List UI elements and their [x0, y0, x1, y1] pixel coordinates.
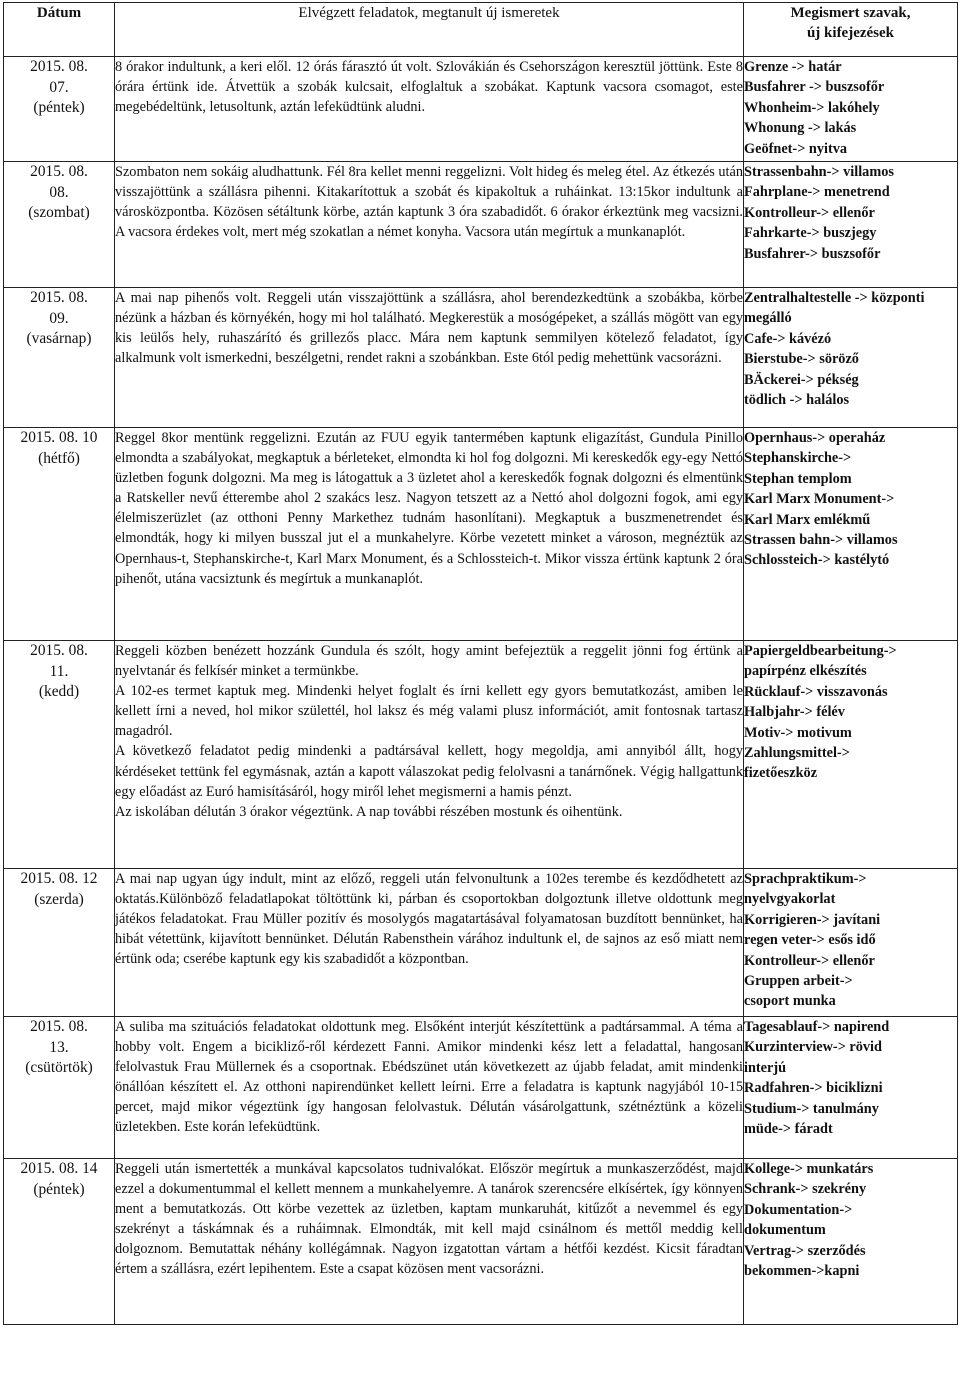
day-row: [4, 57, 958, 162]
day-row: [4, 1159, 958, 1325]
vocab-item: Papiergeldbearbeitung->: [744, 643, 897, 659]
vocab-item: Opernhaus-> operaház: [744, 430, 886, 446]
vocab-item: nyelvgyakorlat: [744, 891, 836, 908]
vocab-item: Zentralhaltestelle -> központi megálló: [744, 290, 925, 327]
vocab-item: Vertrag-> szerződés: [744, 1242, 866, 1259]
date-line: 08.: [49, 183, 69, 201]
vocab-item: Schrank-> szekrény: [744, 1181, 867, 1198]
task-paragraph: Szombaton nem sokáig aludhattunk. Fél 8ra kellet menni reggelizni. Volt hideg és meleg étel. Az étkezés után visszajöttünk a szállásra pihenni. Kitakarítottuk a szobát és kipakoltuk a ruháinkat. 13:15kor indultunk a városközpontba. Közösen sétáltunk körbe, aztán kaptunk 3 óra szabadidőt. 6 órakor érkeztünk meg vacsizni. A vacsora érdekes volt, mert még szokatlan a német konyha. Vacsora után megírtuk a munkanaplót.: [115, 164, 743, 241]
day-row: [4, 1017, 958, 1159]
vocab-item: regen veter-> esős idő: [744, 932, 876, 949]
date-line: (hétfő): [38, 449, 80, 467]
day-date: [4, 869, 115, 1017]
day-row: [4, 428, 958, 641]
header-row: [4, 3, 958, 57]
day-tasks: [115, 57, 744, 162]
date-line: 2015. 08. 14: [20, 1160, 98, 1177]
vocab-item: Schlossteich-> kastélytó: [744, 552, 890, 569]
vocab-item: Fahrkarte-> buszjegy: [744, 225, 877, 242]
task-paragraph: A következő feladatot pedig mindenki a padtársával kellett, hogy megoldja, ami annyiból állt, hogy kérdéseket tettünk fel egymásnak, aztán a kapott válaszokat pedig felolvasni a tanárnőnek. Végig hallgattunk egy előadást az Euró hamisításáról, hogy miről lehet megismerni a hamis pénzt.: [115, 743, 743, 800]
vocab-item: dokumentum: [744, 1222, 826, 1239]
date-line: (vasárnap): [26, 330, 92, 347]
day-tasks: [115, 1159, 744, 1325]
day-row: [4, 162, 958, 288]
task-paragraph: 8 órakor indultunk, a keri elől. 12 órás fárasztó út volt. Szlovákián és Csehországon keresztül jöttünk. Este 8 órára értünk ide. Átvettük a szobák kulcsait, elfoglaltuk a szobákat. Kaptunk vacsora csomagot, este megebédeltünk, letusoltunk, aztán lefeküdtünk aludni.: [115, 59, 743, 116]
date-line: 2015. 08.: [30, 289, 88, 306]
vocab-item: Zahlungsmittel->: [744, 745, 850, 762]
day-date: [4, 57, 115, 162]
vocab-item: Studium-> tanulmány: [744, 1100, 879, 1117]
vocab-item: Kontrolleur-> ellenőr: [744, 952, 875, 969]
day-row: [4, 869, 958, 1017]
vocab-item: interjú: [744, 1059, 787, 1076]
header-tasks: Elvégzett feladatok, megtanult új ismeretek: [115, 3, 744, 57]
vocab-item: Busfahrer-> buszsofőr: [744, 245, 881, 262]
date-line: (kedd): [38, 683, 80, 700]
date-line: 2015. 08. 10: [20, 429, 98, 446]
vocab-item: Whonheim-> lakóhely: [744, 99, 880, 116]
day-vocab: [744, 869, 958, 1017]
date-line: 2015. 08.: [30, 163, 88, 180]
header-vocab: [744, 3, 958, 57]
day-date: [4, 1017, 115, 1159]
vocab-item: Whonung -> lakás: [744, 120, 857, 137]
header-vocab-line2: új kifejezések: [806, 25, 895, 41]
vocab-item: csoport munka: [744, 993, 836, 1010]
task-paragraph: A 102-es termet kaptuk meg. Mindenki helyet foglalt és írni kellett egy gyors bemutatkozást, amiben le kellett írni a neved, hol mikor születtél, hol laksz és még valami plusz információt, amit fontosnak tartasz magadról.: [115, 683, 743, 740]
work-diary-table: [3, 2, 958, 1325]
day-row: [4, 288, 958, 428]
vocab-item: Halbjahr-> félév: [744, 704, 845, 721]
vocab-item: Tagesablauf-> napirend: [744, 1019, 890, 1035]
date-line: (szombat): [28, 204, 90, 221]
vocab-item: Dokumentation->: [744, 1201, 853, 1218]
day-vocab: [744, 288, 958, 428]
date-line: 09.: [49, 309, 69, 327]
day-date: [4, 641, 115, 869]
task-paragraph: A mai nap ugyan úgy indult, mint az előző, reggeli után felvonultunk a 102es terembe és kezdődhetett az oktatás.Különböző feladatlapokat töltöttünk ki, párban és csoportokban dolgoztunk illetve oldottunk meg játékos feladatokat. Frau Müller pozitív és mosolygós magatartásával folyamatosan buzdított bennünket, ha hibát vétettünk, kijavított bennünket. Délután Rabensthein várához indultunk el, de sajnos az eső miatt nem értünk oda; cserébe kaptunk egy kis szabadidőt a központban.: [115, 871, 743, 968]
date-line: 11.: [49, 662, 69, 680]
day-tasks: [115, 641, 744, 869]
vocab-item: bekommen->kapni: [744, 1263, 860, 1280]
vocab-item: Cafe-> kávézó: [744, 330, 832, 347]
day-vocab: [744, 1159, 958, 1325]
vocab-item: papírpénz elkészítés: [744, 663, 867, 680]
date-line: (szerda): [34, 890, 84, 908]
date-line: 2015. 08.: [30, 1018, 88, 1035]
vocab-item: Fahrplane-> menetrend: [744, 184, 890, 201]
day-date: [4, 288, 115, 428]
task-paragraph: A suliba ma szituációs feladatokat oldottunk meg. Elsőként interjút készítettünk a padtársammal. A téma a hobby volt. Engem a bicikliző-ről kérdezett Fanni. Amikor mindenki kész lett a feladattal, hangosan felolvastuk Frau Müllernek és a csoportnak. Ebédszünet után következett az újabb feladat, amit mindenki önállóan készített el. Az otthoni napirendünket kellett leírni. Erre a feladatra is kaptunk nagyjából 10-15 percet, majd mikor végeztünk így hangosan felolvastuk. Délután vásárolgattunk, szétnéztünk a közeli üzletekben. Este korán lefeküdtünk.: [115, 1019, 743, 1136]
date-line: (péntek): [33, 99, 85, 116]
vocab-item: Kurzinterview-> rövid: [744, 1039, 882, 1056]
vocab-item: BÄckerei-> pékség: [744, 371, 859, 388]
vocab-item: Strassenbahn-> villamos: [744, 164, 894, 180]
header-date: Dátum: [4, 3, 115, 57]
task-paragraph: Reggeli után ismertették a munkával kapcsolatos tudnivalókat. Először megírtuk a munkaszerződést, majd ezzel a dokumentummal el kellett mennem a munkahelyemre. A tanárok szerencsére elkísértek, így könnyen ment a bemutatkozás. Ott körbe vezettek az üzletben, kaptam munkaruhát, kitűzőt a nevemmel és egy szekrényt a táskámnak és a ruháimnak. Elmondták, mit kell majd csinálnom és mettől meddig kell dolgoznom. Bemutattak néhány kollégámnak. Nagyon izgatottan vártam a hétfői kezdést. Kicsit fáradtan értem a szállásra, ezért lepihentem. Este a csapat közösen ment vacsorázni.: [115, 1161, 743, 1278]
vocab-item: Motiv-> motivum: [744, 724, 852, 741]
date-line: 07.: [49, 78, 69, 96]
day-date: [4, 1159, 115, 1325]
task-paragraph: Reggeli közben benézett hozzánk Gundula és szólt, hogy amint befejeztük a reggelit jönni fog értünk a nyelvtanár és felkísér minket a termünkbe.: [115, 643, 743, 680]
date-line: 2015. 08.: [30, 58, 88, 75]
vocab-item: tödlich -> halálos: [744, 392, 850, 409]
day-vocab: [744, 1017, 958, 1159]
day-vocab: [744, 428, 958, 641]
vocab-item: Sprachpraktikum->: [744, 871, 867, 887]
day-vocab: [744, 641, 958, 869]
vocab-item: Kontrolleur-> ellenőr: [744, 204, 875, 221]
vocab-item: Geöfnet-> nyitva: [744, 140, 848, 157]
day-date: [4, 162, 115, 288]
vocab-item: Stephanskirche->: [744, 450, 852, 467]
header-vocab-line1: Megismert szavak,: [790, 5, 911, 21]
date-line: 13.: [49, 1038, 69, 1056]
vocab-item: Strassen bahn-> villamos: [744, 532, 898, 549]
vocab-item: Korrigieren-> javítani: [744, 911, 881, 928]
day-tasks: [115, 869, 744, 1017]
vocab-item: Karl Marx emlékmű: [744, 511, 871, 528]
vocab-item: Kollege-> munkatárs: [744, 1161, 874, 1177]
date-line: 2015. 08.: [30, 642, 88, 659]
day-vocab: [744, 57, 958, 162]
date-line: (csütörtök): [25, 1059, 93, 1076]
vocab-item: müde-> fáradt: [744, 1121, 833, 1138]
task-paragraph: A mai nap pihenős volt. Reggeli után visszajöttünk a szállásra, ahol berendezkedtünk a szobákba, körbe nézünk a házban és környékén, hogy mi hol található. Megkerestük a mosógépeket, a szállás mögött van egy kis leülős hely, ruhaszárító és grillezős placc. Mára nem kaptunk semmilyen kötelező feladatot, így alkalmunk volt ismerkedni, beszélgetni, rendet rakni a szobánkban. Este 6tól pedig mehettünk vacsorázni.: [115, 290, 743, 367]
day-tasks: [115, 1017, 744, 1159]
date-line: 2015. 08. 12: [20, 870, 98, 887]
vocab-item: Gruppen arbeit->: [744, 973, 853, 990]
vocab-item: Rücklauf-> visszavonás: [744, 683, 888, 700]
vocab-item: fizetőeszköz: [744, 765, 818, 782]
vocab-item: Radfahren-> biciklizni: [744, 1080, 883, 1097]
day-tasks: [115, 162, 744, 288]
vocab-item: Grenze -> határ: [744, 59, 842, 75]
task-paragraph: Az iskolában délután 3 órakor végeztünk. A nap további részében mostunk és oihentünk.: [115, 803, 623, 820]
date-line: (péntek): [33, 1180, 85, 1198]
task-paragraph: Reggel 8kor mentünk reggelizni. Ezután az FUU egyik tantermében kaptunk eligazítást, Gundula Pinillo elmondta a szabályokat, megkaptuk a bérleteket, elmondta ki hol fog dolgozni. Mi kereskedők egy-egy Nettó üzletben fogunk dolgozni. Ma meg is látogattuk a 3 üzletet ahol a kereskedők fognak dolgozni és elmentünk a Ratskeller nevű étterembe ahol 2 szakács lesz. Nagyon tetszett az a Nettó ahol dolgozni fogok, ami egy élelmiszerüzlet (az otthoni Penny Markethez tudnám hasonlítani). Megkaptuk a buszmenetrendet és elmondták, hogy ki milyen busszal jut el a munkahelyre. Körbe vezetett minket a városon, megnéztük az Opernhaus-t, Stephanskirche-t, Karl Marx Monument, és a Schlossteich-t. Mikor vissza értünk kaptunk 2 óra pihenőt, utána vacsiztunk és megírtuk a munkanaplót.: [115, 430, 743, 587]
vocab-item: Bierstube-> söröző: [744, 351, 859, 368]
day-vocab: [744, 162, 958, 288]
day-date: [4, 428, 115, 641]
vocab-item: Busfahrer -> buszsofőr: [744, 79, 885, 96]
vocab-item: Karl Marx Monument->: [744, 491, 895, 508]
day-row: [4, 641, 958, 869]
vocab-item: Stephan templom: [744, 470, 852, 487]
day-tasks: [115, 428, 744, 641]
day-tasks: [115, 288, 744, 428]
